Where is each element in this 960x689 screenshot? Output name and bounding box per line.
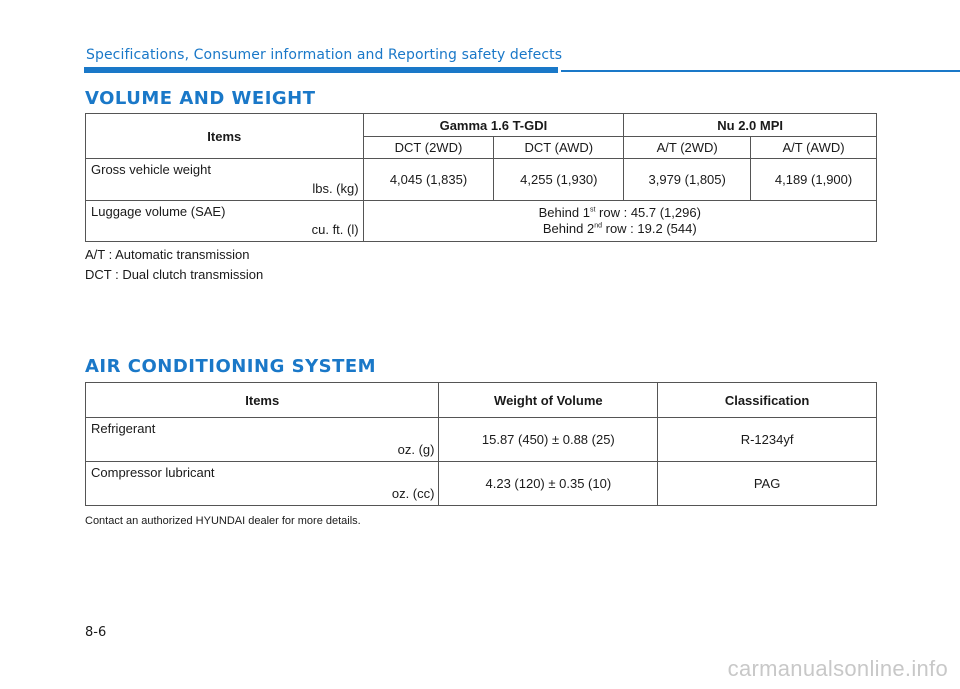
note-dct: DCT : Dual clutch transmission [85,267,264,282]
ac-weight-header: Weight of Volume [439,383,658,418]
note-at: A/T : Automatic transmission [85,247,250,262]
lubricant-unit: oz. (cc) [391,486,435,501]
lubricant-classification: PAG [658,462,877,506]
refrigerant-row [86,418,877,462]
refrigerant-classification: R-1234yf [658,418,877,462]
refrigerant-label-cell [86,418,439,462]
refrigerant-label: Refrigerant [91,421,156,436]
transmission-header: DCT (AWD) [494,137,624,159]
page-number: 8-6 [85,625,107,640]
items-header: Items [86,114,364,159]
dealer-note: Contact an authorized HYUNDAI dealer for more details. [85,515,361,527]
transmission-header: A/T (AWD) [751,137,877,159]
compressor-lubricant-row [86,462,877,506]
gross-weight-value: 4,255 (1,930) [494,159,624,201]
header-rule-thin [561,70,960,72]
gross-weight-value: 3,979 (1,805) [624,159,751,201]
lubricant-label-cell [86,462,439,506]
luggage-row1: Behind 1st row : 45.7 (1,296) [538,205,701,220]
lubricant-value: 4.23 (120) ± 0.35 (10) [439,462,658,506]
luggage-volume-unit: cu. ft. (l) [311,222,359,237]
air-conditioning-table [85,382,877,506]
ac-items-header: Items [86,383,439,418]
gross-weight-label-cell [86,159,364,201]
gross-weight-value: 4,189 (1,900) [751,159,877,201]
transmission-header: A/T (2WD) [624,137,751,159]
gross-weight-unit: lbs. (kg) [312,181,359,196]
watermark: carmanualsonline.info [727,656,948,681]
luggage-volume-value [363,201,876,242]
luggage-row2: Behind 2nd row : 19.2 (544) [542,221,697,236]
gross-weight-label: Gross vehicle weight [91,162,211,177]
lubricant-label: Compressor lubricant [91,465,215,480]
engine-header-nu: Nu 2.0 MPI [624,114,877,137]
luggage-volume-label: Luggage volume (SAE) [91,204,226,219]
ac-classification-header: Classification [658,383,877,418]
engine-header-gamma: Gamma 1.6 T-GDI [363,114,624,137]
transmission-header: DCT (2WD) [363,137,494,159]
luggage-volume-row [86,201,877,242]
luggage-volume-label-cell [86,201,364,242]
volume-weight-table [85,113,877,242]
volume-weight-heading: VOLUME AND WEIGHT [85,88,316,109]
gross-weight-value: 4,045 (1,835) [363,159,494,201]
header-rule-thick [84,67,558,73]
section-header-title: Specifications, Consumer information and Reporting safety defects [86,47,563,63]
refrigerant-unit: oz. (g) [397,442,435,457]
gross-weight-row [86,159,877,201]
refrigerant-value: 15.87 (450) ± 0.88 (25) [439,418,658,462]
air-conditioning-heading: AIR CONDITIONING SYSTEM [85,356,377,377]
